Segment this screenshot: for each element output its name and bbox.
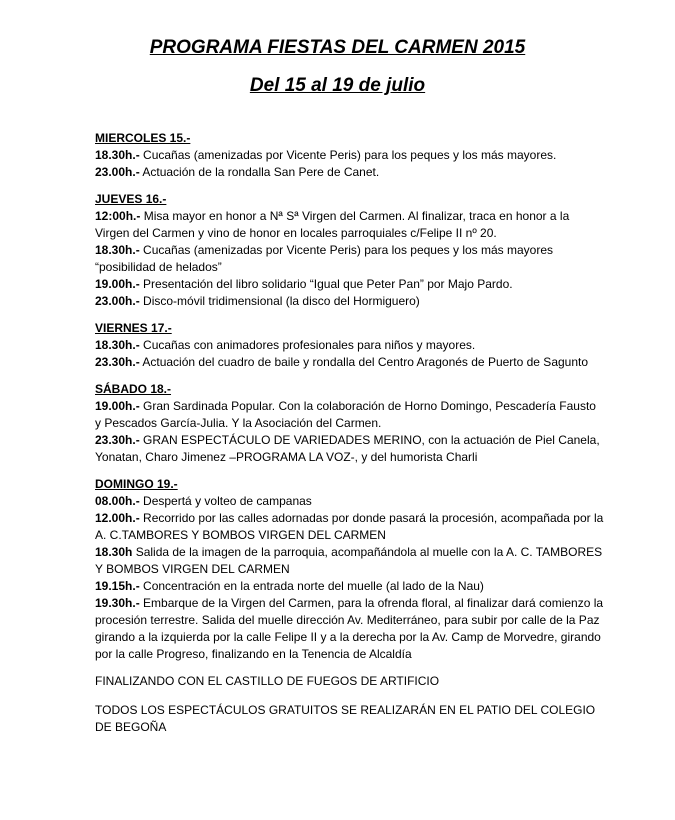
event-time: 19.30h.- bbox=[95, 596, 140, 610]
program-content bbox=[95, 130, 605, 748]
day-section-sunday bbox=[95, 476, 605, 663]
event-item bbox=[95, 293, 605, 310]
day-section-saturday bbox=[95, 381, 605, 466]
day-heading: VIERNES 17.- bbox=[95, 321, 172, 335]
event-text: Actuación del cuadro de baile y rondalla del Centro Aragonés de Puerto de Sagunto bbox=[139, 355, 589, 369]
event-item bbox=[95, 595, 605, 663]
event-item bbox=[95, 493, 605, 510]
event-text: Recorrido por las calles adornadas por donde pasará la procesión, acompañada por la A. C.TAMBORES Y BOMBOS VIRGEN DEL CARMEN bbox=[95, 511, 604, 542]
event-item bbox=[95, 398, 605, 432]
event-item bbox=[95, 147, 605, 164]
event-text: Cucañas (amenizadas por Vicente Peris) para los peques y los más mayores “posibilidad de helados” bbox=[95, 243, 554, 274]
event-text: Presentación del libro solidario “Igual que Peter Pan” por Majo Pardo. bbox=[139, 277, 513, 291]
event-item bbox=[95, 208, 605, 242]
day-heading: DOMINGO 19.- bbox=[95, 477, 178, 491]
event-item bbox=[95, 544, 605, 578]
fireworks-note: FINALIZANDO CON EL CASTILLO DE FUEGOS DE ARTIFICIO bbox=[95, 674, 440, 688]
event-item bbox=[95, 510, 605, 544]
event-item bbox=[95, 337, 605, 354]
event-time: 23.00h.- bbox=[95, 165, 140, 179]
event-time: 19.00h.- bbox=[95, 399, 140, 413]
document-subtitle: Del 15 al 19 de julio bbox=[249, 75, 426, 96]
event-time: 19.15h.- bbox=[95, 579, 140, 593]
event-time: 18.30h.- bbox=[95, 338, 140, 352]
event-text: Salida de la imagen de la parroquia, acompañándola al muelle con la A. C. TAMBORES Y BOMBOS VIRGEN DEL CARMEN bbox=[95, 545, 603, 576]
event-item bbox=[95, 164, 605, 181]
event-time: 23.00h.- bbox=[95, 294, 140, 308]
event-text: Actuación de la rondalla San Pere de Canet. bbox=[139, 165, 380, 179]
event-time: 18.30h bbox=[95, 545, 133, 559]
event-time: 08.00h.- bbox=[95, 494, 140, 508]
event-item bbox=[95, 276, 605, 293]
event-item bbox=[95, 354, 605, 371]
day-heading: SÁBADO 18.- bbox=[95, 382, 172, 396]
event-time: 18.30h.- bbox=[95, 243, 140, 257]
day-section-friday bbox=[95, 320, 605, 371]
event-item bbox=[95, 432, 605, 466]
event-text: GRAN ESPECTÁCULO DE VARIEDADES MERINO, con la actuación de Piel Canela, Yonatan, Charo Jimenez –PROGRAMA LA VOZ-, y del humorista Charli bbox=[95, 433, 600, 464]
event-time: 12.00h.- bbox=[95, 511, 140, 525]
event-text: Concentración en la entrada norte del muelle (al lado de la Nau) bbox=[139, 579, 484, 593]
event-time: 19.00h.- bbox=[95, 277, 140, 291]
event-text: Misa mayor en honor a Nª Sª Virgen del Carmen. Al finalizar, traca en honor a la Virgen del Carmen y vino de honor en locales parroquiales c/Felipe II nº 20. bbox=[95, 209, 570, 240]
event-time: 23.30h.- bbox=[95, 433, 140, 447]
day-heading: MIERCOLES 15.- bbox=[95, 131, 191, 145]
event-text: Despertá y volteo de campanas bbox=[139, 494, 312, 508]
day-section-wednesday bbox=[95, 130, 605, 181]
event-item bbox=[95, 242, 605, 276]
event-text: Disco-móvil tridimensional (la disco del Hormiguero) bbox=[139, 294, 420, 308]
day-section-thursday bbox=[95, 191, 605, 310]
event-time: 23.30h.- bbox=[95, 355, 140, 369]
event-text: Cucañas con animadores profesionales para niños y mayores. bbox=[139, 338, 476, 352]
event-text: Gran Sardinada Popular. Con la colaboración de Horno Domingo, Pescadería Fausto y Pescados García-Julia. Y la Asociación del Carmen. bbox=[95, 399, 596, 430]
event-time: 12:00h.- bbox=[95, 209, 141, 223]
event-item bbox=[95, 578, 605, 595]
event-text: Embarque de la Virgen del Carmen, para la ofrenda floral, al finalizar dará comienzo la procesión terrestre. Salida del muelle dirección Av. Mediterráneo, para subir por calle de la Paz girando a la izquierda por la calle Felipe II y a la derecha por la Av. Camp de Morvedre, girando por la calle Progreso, finalizando en la Tenencia de Alcaldía bbox=[95, 596, 604, 661]
day-heading: JUEVES 16.- bbox=[95, 192, 167, 206]
event-text: Cucañas (amenizadas por Vicente Peris) para los peques y los más mayores. bbox=[139, 148, 557, 162]
free-events-note: TODOS LOS ESPECTÁCULOS GRATUITOS SE REALIZARÁN EN EL PATIO DEL COLEGIO DE BEGOÑA bbox=[95, 703, 596, 734]
event-time: 18.30h.- bbox=[95, 148, 140, 162]
document-title: PROGRAMA FIESTAS DEL CARMEN 2015 bbox=[149, 37, 526, 58]
